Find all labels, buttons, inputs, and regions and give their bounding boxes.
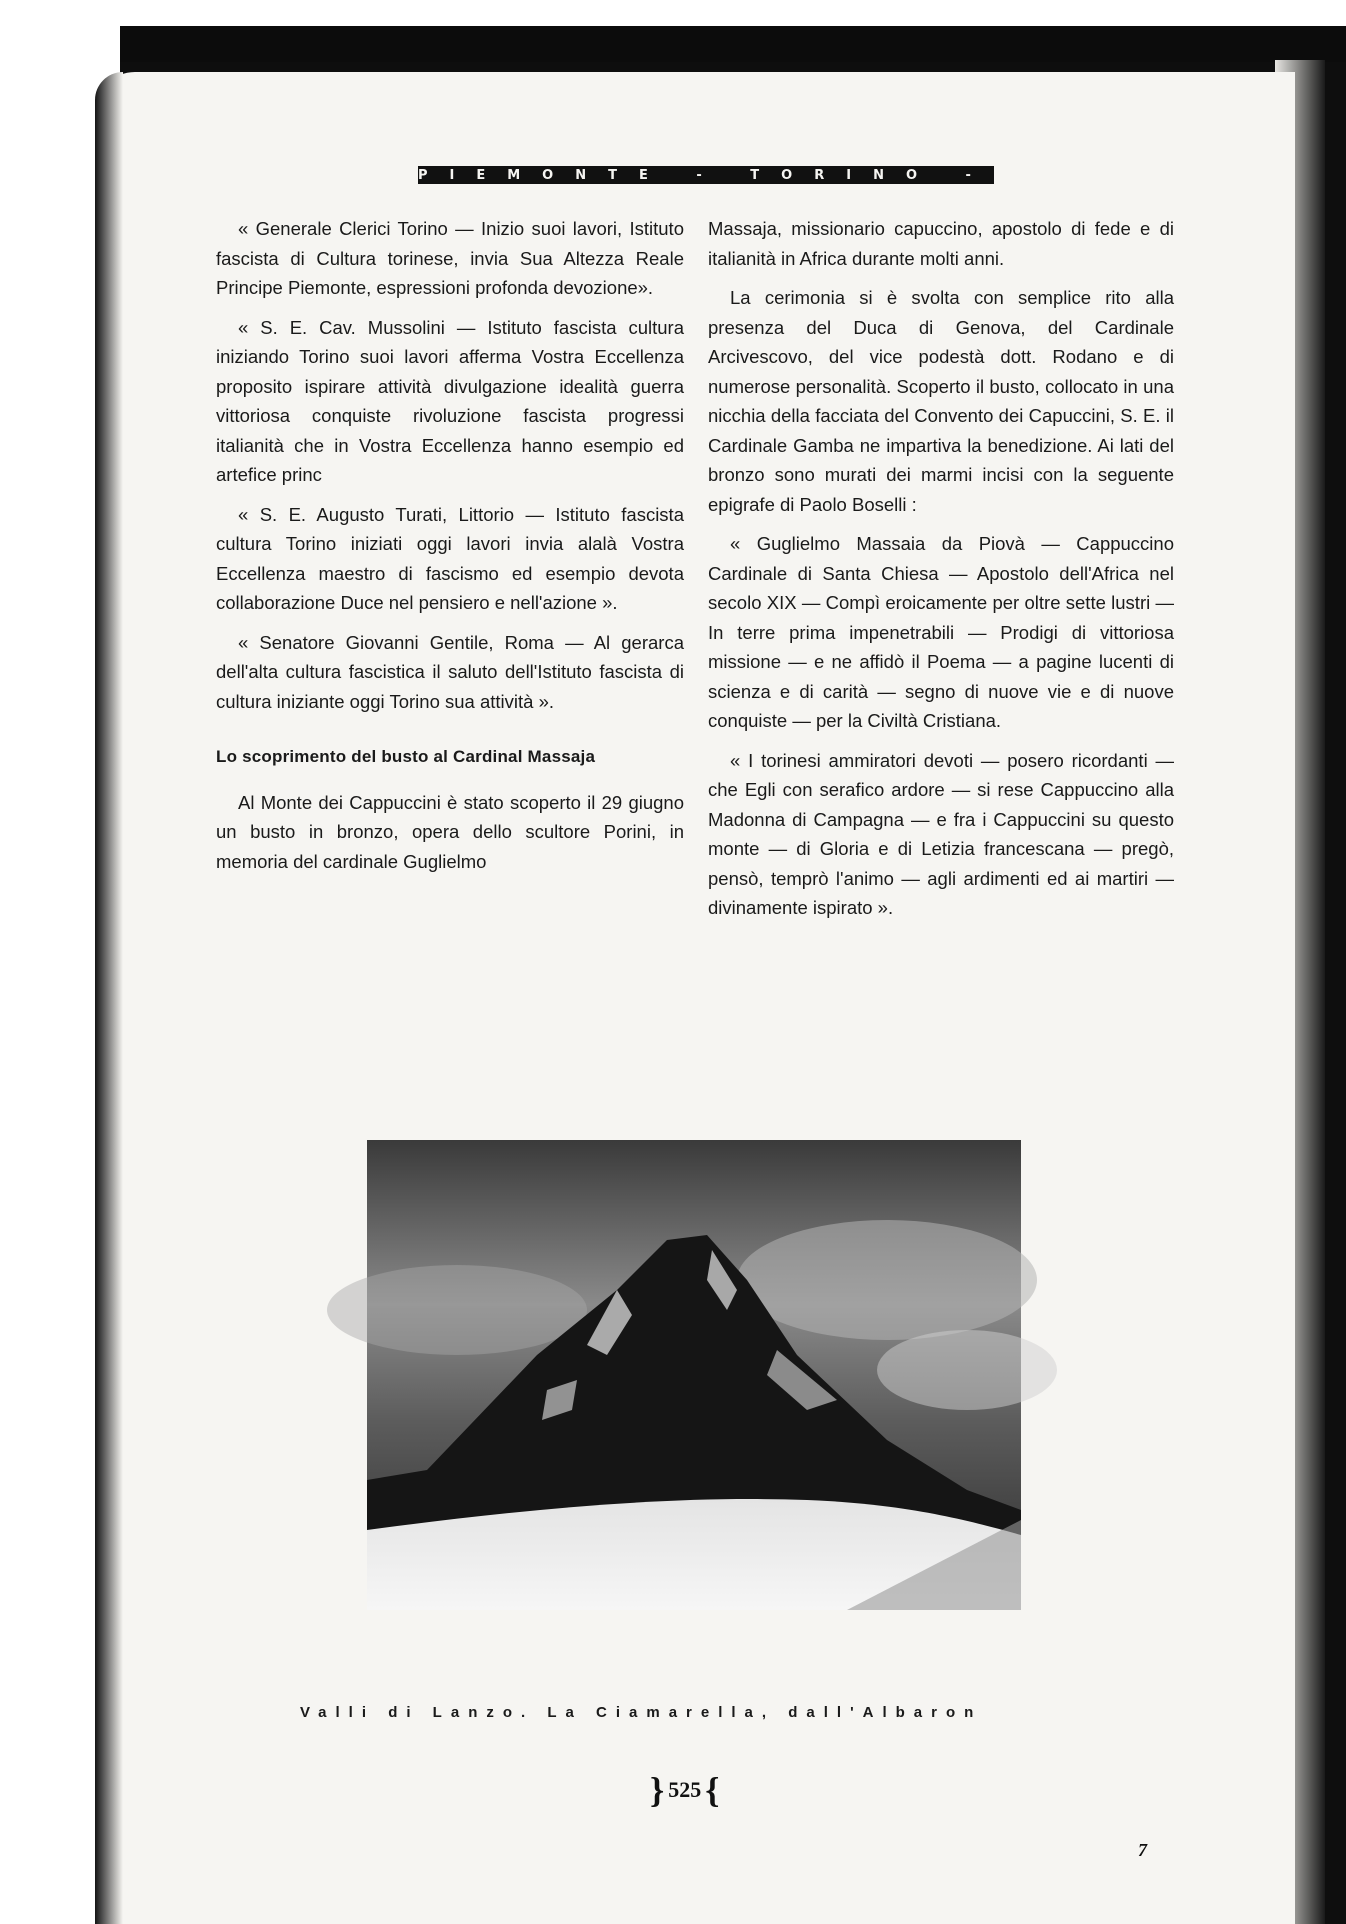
section-heading: Lo scoprimento del busto al Cardinal Massaja (216, 747, 596, 766)
photo-caption: Valli di Lanzo. La Ciamarella, dall'Albaron (300, 1704, 983, 1721)
signature-mark: 7 (1138, 1840, 1147, 1860)
telegram-paragraph-4: « Senatore Giovanni Gentile, Roma — Al gerarca dell'alta cultura fascistica il saluto dell'Istituto fascista di cultura iniziante oggi Torino sua attività ». (216, 631, 684, 712)
page-inner-shadow (95, 72, 123, 1924)
scan-border-top (0, 0, 1346, 62)
section-paragraph: Al Monte dei Cappuccini è stato scoperto il 29 giugno un busto in bronzo, opera dello scultore Porini, in memoria del cardinale Guglielmo (216, 791, 684, 872)
continuation-paragraph: Massaja, missionario capuccino, apostolo di fede e di italianità in Africa durante molti anni. (708, 218, 1174, 269)
right-column (708, 214, 1174, 933)
left-column (216, 214, 684, 886)
epigraph-paragraph-2: « I torinesi ammiratori devoti — posero ricordanti — che Egli con serafico ardore — si rese Cappuccino alla Madonna di Campagna — e fra i Cappuccini su questo monte — di Gloria e di Letizia francescana — pregò, pensò, temprò l'animo — agli ardimenti ed ai martiri — divinamente ispirato ». (708, 749, 1174, 918)
page-number-value: 525 (668, 1777, 702, 1802)
page-number (650, 1772, 770, 1808)
telegram-paragraph-3: « S. E. Augusto Turati, Littorio — Istituto fascista cultura Torino iniziati oggi lavori invia alalà Vostra Eccellenza maestro di fascismo ed esempio devota collaborazione Duce nel pensiero e nell'azione ». (216, 503, 684, 613)
mountain-photo (367, 1140, 1021, 1610)
header-banner-text: PIEMONTE - TORINO - CRONACHE (418, 167, 1277, 183)
telegram-paragraph-2: « S. E. Cav. Mussolini — Istituto fascista cultura iniziando Torino suoi lavori afferma Vostra Eccellenza proposito ispirare attività divulgazione idealità guerra vittoriosa conquiste rivoluzione fascista progressi italianità che in Vostra Eccellenza hanno esempio ed artefice princ (216, 316, 684, 485)
telegram-paragraph-1: « Generale Clerici Torino — Inizio suoi lavori, Istituto fascista di Cultura torinese, invia Sua Altezza Reale Principe Piemonte, espressioni profonda devozione». (216, 218, 684, 298)
right-brace-ornament: { (705, 1770, 720, 1810)
ceremony-paragraph: La cerimonia si è svolta con semplice rito alla presenza del Duca di Genova, del Cardinale Arcivescovo, del vice podestà dott. Rodano e di numerose personalità. Scoperto il busto, collocato in una nicchia della facciata del Convento dei Capuccini, S. E. il Cardinale Gamba ne impartiva la benedizione. Ai lati del bronzo sono murati dei marmi incisi con la seguente epigrafe di Paolo Boselli : (708, 287, 1174, 515)
header-banner (418, 166, 1277, 184)
left-brace-ornament: } (650, 1770, 665, 1810)
epigraph-paragraph-1: « Guglielmo Massaia da Piovà — Cappuccino Cardinale di Santa Chiesa — Apostolo dell'Africa nel secolo XIX — Compì eroicamente per oltre sette lustri — In terre prima impenetrabili — Prodigi di vittoriosa missione — e ne affidò il Poema — a pagine lucenti di scienza e di carità — segno di nuove vie e di nuove conquiste — per la Civiltà Cristiana. (708, 533, 1174, 731)
